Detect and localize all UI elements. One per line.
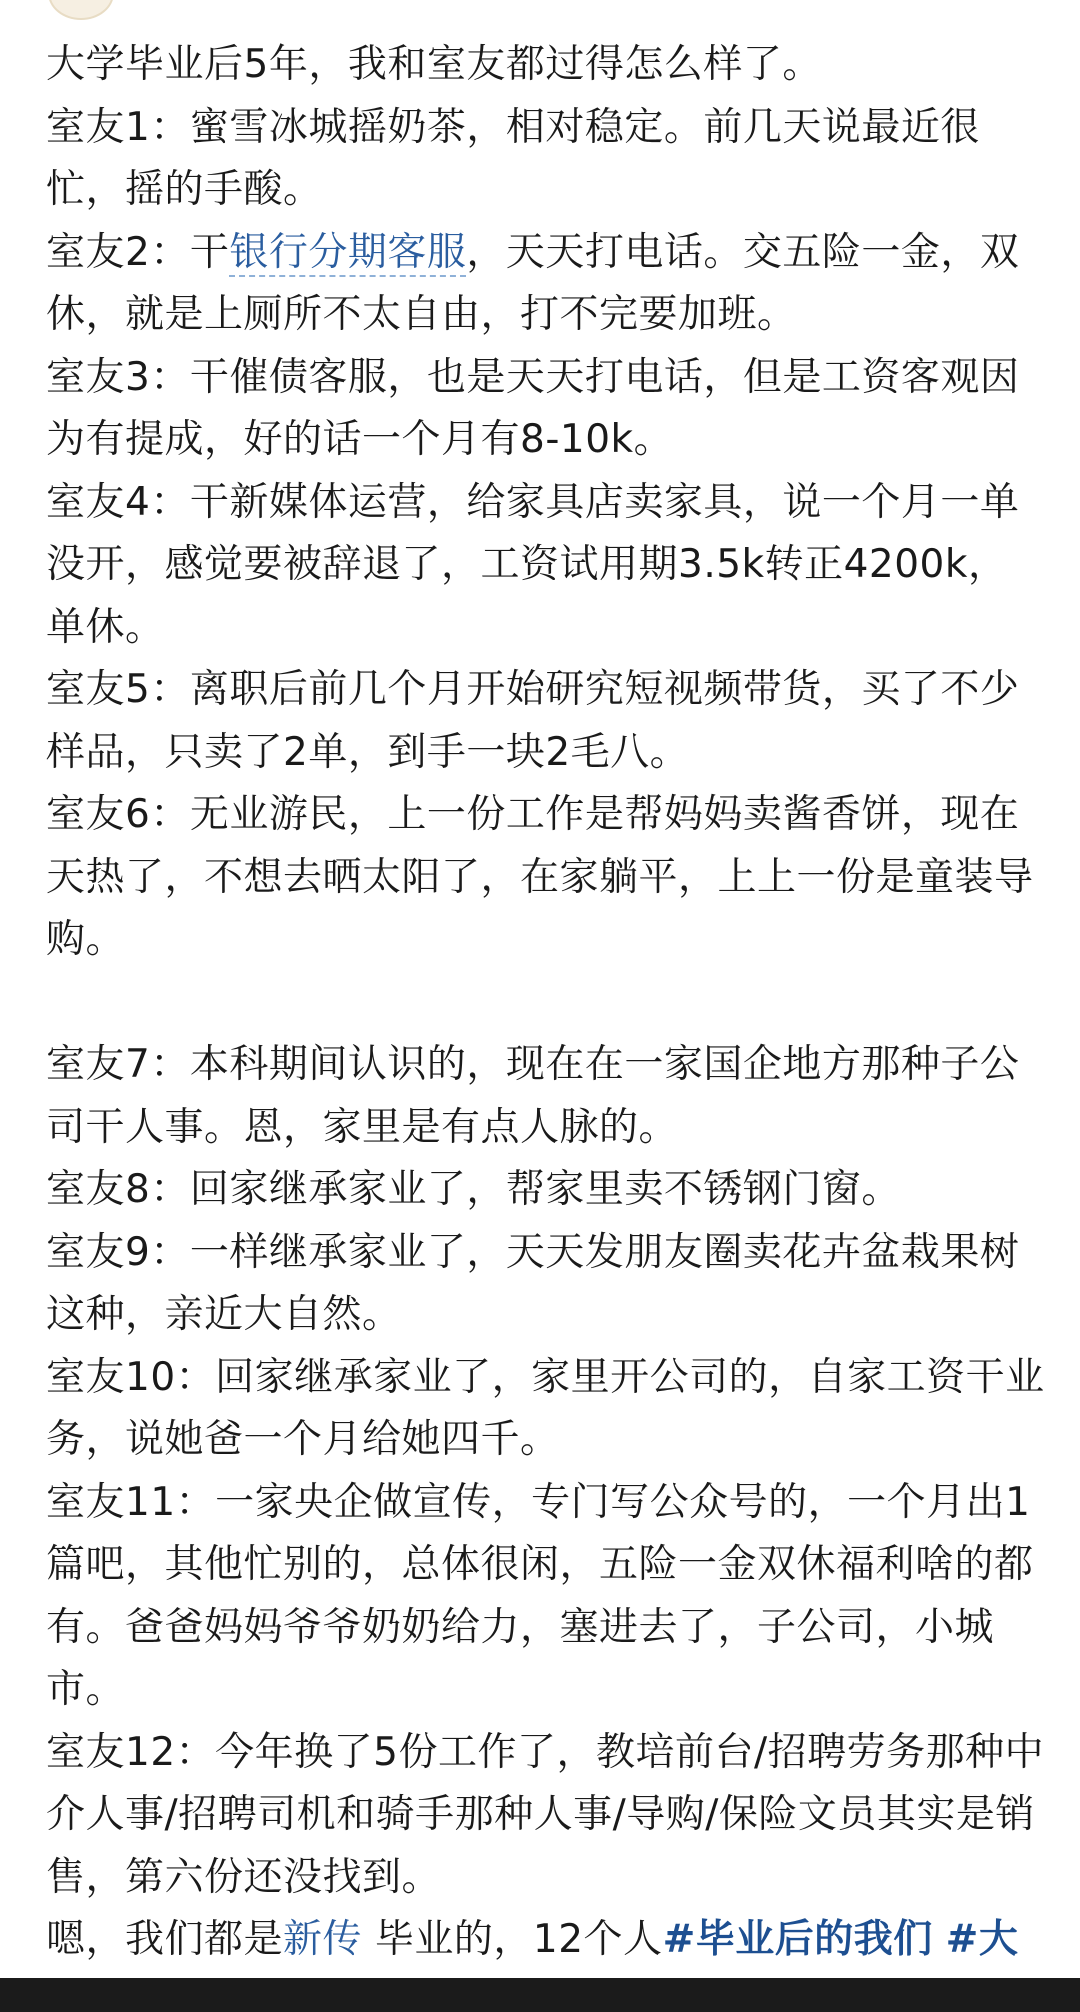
- post-text: 毕业的，12个人: [362, 1917, 663, 1962]
- post-line: 室友6：无业游民，上一份工作是帮妈妈卖酱香饼，现在天热了，不想去晒太阳了，在家躺平，上上一份是童装导购。: [46, 792, 1034, 962]
- post-line: 室友7：本科期间认识的，现在在一家国企地方那种子公司干人事。恩，家里是有点人脉的。: [46, 1042, 1020, 1150]
- post-line: [46, 222, 1046, 347]
- post-line: 室友12：今年换了5份工作了，教培前台/招聘劳务那种中介人事/招聘司机和骑手那种人事/导购/保险文员其实是销售，第六份还没找到。: [46, 1729, 1045, 1900]
- avatar[interactable]: [48, 0, 114, 20]
- post-line: 室友11：一家央企做宣传，专门写公众号的，一个月出1篇吧，其他忙别的，总体很闲，五险一金双休福利啥的都有。爸爸妈妈爷爷奶奶给力，塞进去了，子公司，小城市。: [46, 1479, 1034, 1712]
- post-text: 室友2：干: [46, 229, 230, 275]
- post-line: 室友10：回家继承家业了，家里开公司的，自家工资干业务，说她爸一个月给她四千。: [46, 1354, 1045, 1462]
- keyword-link-new-media[interactable]: 新传: [283, 1917, 363, 1962]
- post-line: 室友8：回家继承家业了，帮家里卖不锈钢门窗。: [46, 1167, 901, 1212]
- keyword-link-bank-installment-service[interactable]: 银行分期客服: [229, 229, 467, 275]
- post-line: [46, 1909, 1046, 1972]
- post-line: 室友4：干新媒体运营，给家具店卖家具，说一个月一单没开，感觉要被辞退了，工资试用期3.5k转正4200k，单休。: [46, 479, 1020, 650]
- system-navigation-bar: [0, 1978, 1080, 2012]
- post-text: 嗯，我们都是: [46, 1917, 284, 1962]
- hashtag-truncated[interactable]: #大: [945, 1917, 1019, 1962]
- post-line: 室友1：蜜雪冰城摇奶茶，相对稳定。前几天说最近很忙，摇的手酸。: [46, 104, 980, 212]
- post-text: ，天天打电话。交五险一金，双休，就是上厕所不太自由，打不完要加班。: [46, 229, 1020, 337]
- hashtag-after-graduation[interactable]: #毕业后的我们: [662, 1917, 933, 1962]
- post-line: 室友5：离职后前几个月开始研究短视频带货，买了不少样品，只卖了2单，到手一块2毛八。: [46, 667, 1020, 775]
- post-body: [46, 34, 1046, 1972]
- blank-line: [46, 972, 1046, 1035]
- post-line: 大学毕业后5年，我和室友都过得怎么样了。: [46, 42, 822, 87]
- post-line: 室友9：一样继承家业了，天天发朋友圈卖花卉盆栽果树这种，亲近大自然。: [46, 1229, 1020, 1337]
- post-line: 室友3：干催债客服，也是天天打电话，但是工资客观因为有提成，好的话一个月有8-10k。: [46, 354, 1020, 462]
